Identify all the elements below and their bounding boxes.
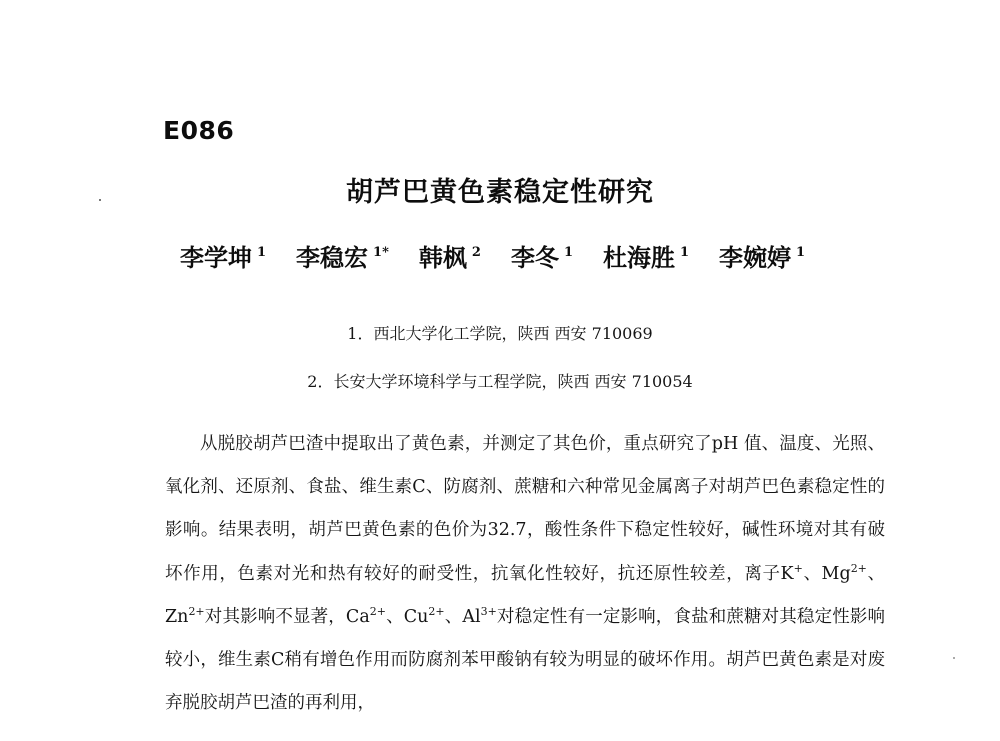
abstract-text: 、Mg <box>802 563 851 584</box>
scan-speck <box>953 657 955 659</box>
author-affiliation-mark: 1 <box>563 245 573 260</box>
abstract-text: 从脱胶胡芦巴渣中提取出了黄色素，并测定了其色价，重点研究了pH 值、温度、光照、氧化剂、还原剂、食盐、维生素C、防腐剂、蔗糖和六种常见金属离子对胡芦巴色素稳定性的影响。结果表明，胡芦巴黄色素的色价为32.7，酸性条件下稳定性较好，碱性环境对其有破坏作用，色素对光和热有较好的耐受性，抗氧化性较好，抗还原性较差，离子K <box>165 434 885 584</box>
author <box>180 238 266 273</box>
ion-charge: 3+ <box>480 604 497 618</box>
abstract-text: 对稳定性有一定影响，食盐和蔗糖对其稳定性影响较小，维生素C稍有增色作用而防腐剂苯甲酸钠有较为明显的破坏作用。胡芦巴黄色素是对废弃脱胶胡芦巴渣的再利用， <box>165 606 885 714</box>
author-name: 韩枫 <box>418 244 467 272</box>
ion-charge: 2+ <box>188 604 205 618</box>
author <box>296 238 389 273</box>
abstract-paragraph <box>165 423 885 725</box>
author-affiliation-mark: 1* <box>373 245 389 260</box>
author-name: 李学坤 <box>180 244 252 272</box>
author-name: 李冬 <box>510 244 559 272</box>
abstract-text: 、Al <box>444 606 481 627</box>
ion-charge: 2+ <box>428 604 445 618</box>
author <box>511 238 573 273</box>
author <box>603 238 689 273</box>
author-affiliation-mark: 1 <box>796 245 806 260</box>
author <box>419 238 481 273</box>
author-name: 杜海胜 <box>602 244 675 272</box>
affiliation-2: 2．长安大学环境科学与工程学院，陕西 西安 710054 <box>307 372 693 391</box>
affiliation-1: 1．西北大学化工学院，陕西 西安 710069 <box>347 324 653 343</box>
abstract-text: 对其影响不显著，Ca <box>204 606 370 627</box>
ion-charge: 2+ <box>369 604 386 618</box>
author <box>719 238 805 273</box>
author-affiliation-mark: 2 <box>471 245 481 260</box>
paper-code: E086 <box>163 116 235 145</box>
paper-title: 胡芦巴黄色素稳定性研究 <box>346 177 654 208</box>
abstract-text: 、Cu <box>385 606 429 627</box>
abstract-text: 、Zn <box>165 563 886 627</box>
ion-charge: 2+ <box>850 561 867 575</box>
author-list <box>180 238 860 273</box>
author-name: 李稳宏 <box>296 244 369 272</box>
ion-charge: + <box>793 561 803 575</box>
author-name: 李婉婷 <box>719 244 792 272</box>
author-affiliation-mark: 1 <box>257 245 267 260</box>
author-affiliation-mark: 1 <box>679 245 690 260</box>
